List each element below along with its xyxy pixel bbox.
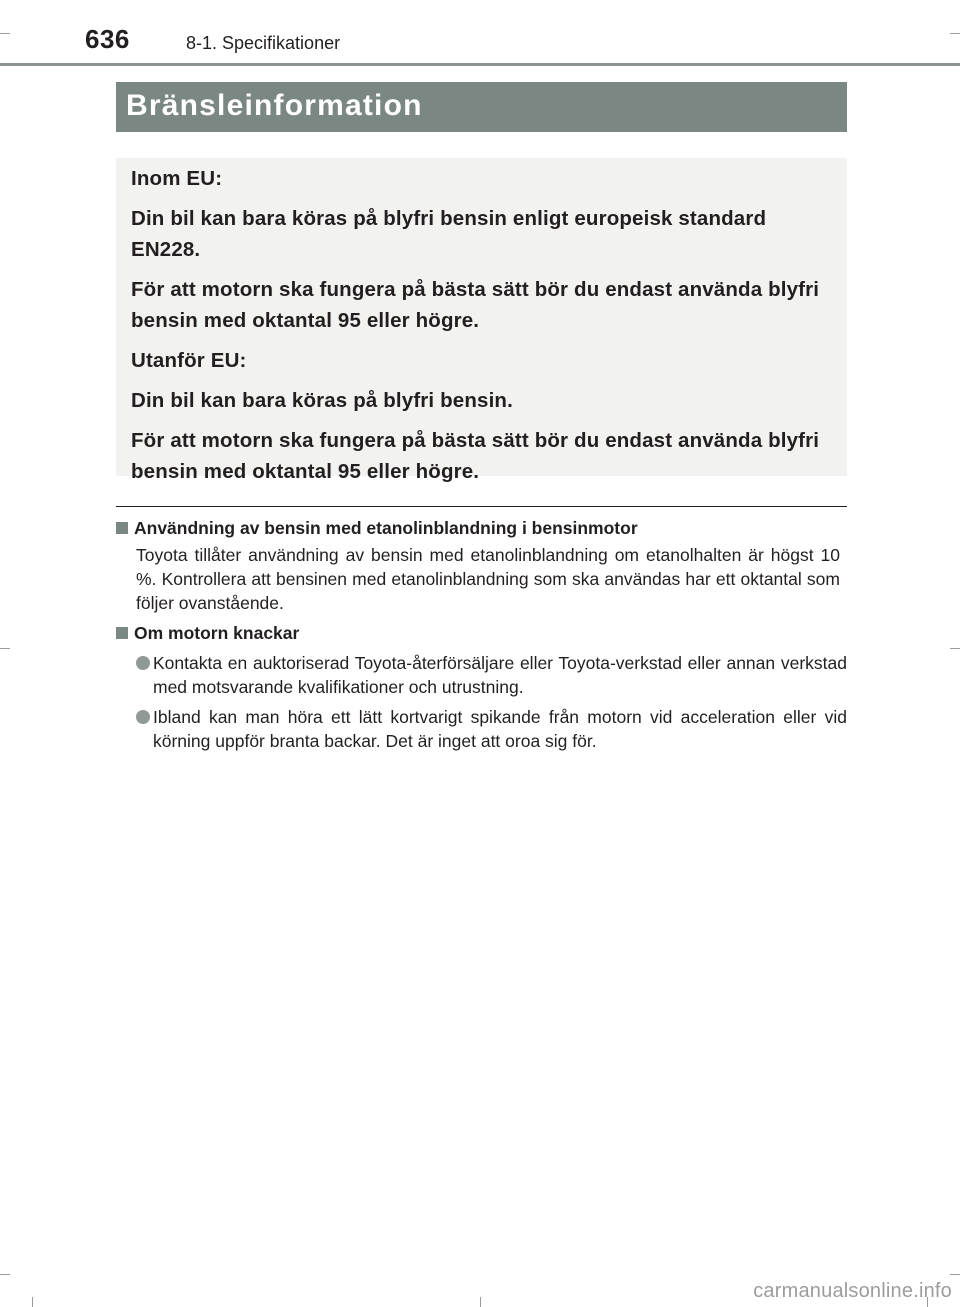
- header-divider: [0, 63, 960, 66]
- fuel-info-box: [116, 158, 847, 483]
- info-paragraph: Din bil kan bara köras på blyfri bensin enligt europeisk standard EN228.: [131, 207, 767, 261]
- info-paragraph: Utanför EU:: [131, 349, 247, 372]
- section-divider: [116, 506, 847, 507]
- list-item-text: Kontakta en auktoriserad Toyota-återförsäljare eller Toyota-verkstad eller annan verkstad med motsvarande kvalifikationer och utrustning.: [153, 653, 847, 697]
- crop-mark: [32, 1297, 33, 1307]
- circle-bullet-icon: [136, 710, 150, 724]
- list-item: [136, 705, 847, 753]
- list-item: [136, 651, 847, 699]
- info-paragraph: Inom EU:: [131, 167, 223, 190]
- page-number: 636: [85, 24, 130, 54]
- section-heading-ethanol: [116, 516, 847, 540]
- section-heading-text: Om motorn knackar: [134, 623, 300, 643]
- page-header: [0, 0, 960, 70]
- square-bullet-icon: [116, 522, 128, 534]
- crop-mark: [950, 648, 960, 649]
- info-paragraph: För att motorn ska fungera på bästa sätt bör du endast använda blyfri bensin med oktantal 95 eller högre.: [131, 278, 820, 332]
- circle-bullet-icon: [136, 656, 150, 670]
- square-bullet-icon: [116, 627, 128, 639]
- watermark: carmanualsonline.info: [753, 1280, 952, 1302]
- section-heading-knocking: [116, 621, 847, 645]
- crop-mark: [480, 1297, 481, 1307]
- info-paragraph: För att motorn ska fungera på bästa sätt bör du endast använda blyfri bensin med oktantal 95 eller högre.: [131, 429, 820, 483]
- list-item-text: Ibland kan man höra ett lätt kortvarigt spikande från motorn vid acceleration eller vid körning uppför branta backar. Det är inget att oroa sig för.: [153, 707, 847, 751]
- crop-mark: [0, 648, 10, 649]
- notes-content: [116, 516, 847, 753]
- section-heading-text: Användning av bensin med etanolinblandning i bensinmotor: [134, 518, 638, 538]
- info-paragraph: Din bil kan bara köras på blyfri bensin.: [131, 389, 513, 412]
- ethanol-paragraph: Toyota tillåter användning av bensin med etanolinblandning om etanolhalten är högst 10 %. Kontrollera att bensinen med etanolinblandning som ska användas har ett oktantal som följer ovanstående.: [136, 545, 840, 613]
- page-title: Bränsleinformation: [116, 82, 847, 132]
- section-label: 8-1. Specifikationer: [186, 33, 341, 53]
- crop-mark: [0, 1274, 10, 1275]
- crop-mark: [950, 1274, 960, 1275]
